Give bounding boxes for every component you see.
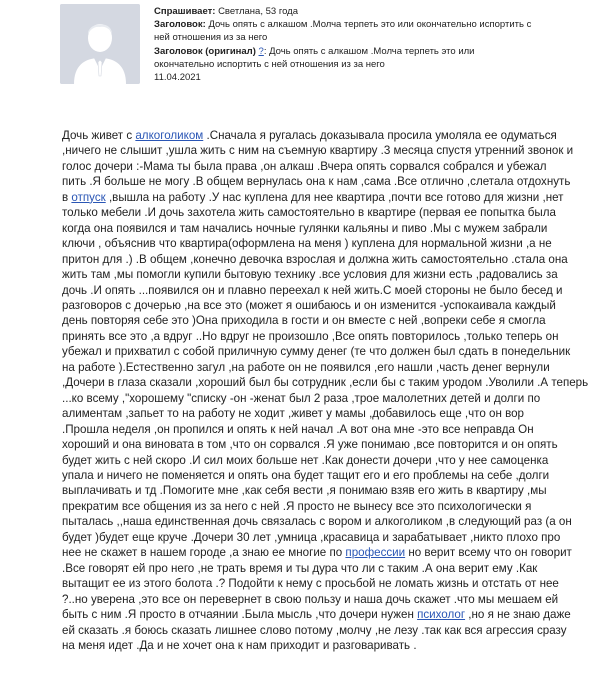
body-text: .Прошла неделя ,он пропился и опять к ней начал .А вот она мне -это все неправда Он [62,422,534,436]
keyword-link[interactable]: психолог [417,608,466,622]
body-text: только мебели .И дочь захотела жить самостоятельно в квартире (первая ее попытка была [62,206,556,220]
body-text: алиментам ,запьет то на работу не ходит ,живет у мамы ,добавилось еще ,что он вор [62,407,524,421]
body-line [62,468,582,483]
body-line [62,483,582,498]
body-line [62,437,582,452]
body-text: ?..но уверена ,это все он перевернет в свою пользу и наша дочь скажет .что мы мешаем ей [62,592,559,606]
body-line [62,530,582,545]
asked-label: Спрашивает: [154,6,216,17]
orig-title-label: Заголовок (оригинал) [154,45,256,57]
asked-by-row [154,5,574,18]
body-text: .Сначала я ругалась доказывала просила умоляла ее одуматься [203,129,557,142]
body-line [62,391,582,406]
body-text: ключи , объяснив что квартира(оформлена на меня ) куплена для нормальной жизни ,а не [62,237,552,251]
question-body [62,128,589,653]
body-text: разговоров с дочерью ,на все это (может я ошибаюсь и он изменится -успокаивала каждый [62,298,556,312]
orig-title-text-1: Дочь опять с алкашом .Молча терпеть это или [269,45,475,57]
body-line [62,128,582,143]
body-line [62,283,582,298]
body-text: но верит всему что он говорит [405,546,572,560]
body-line [62,592,582,607]
body-line [62,143,582,158]
body-line [62,623,582,638]
body-line [62,221,582,236]
title-text-2: ней отношения из за него [154,32,268,44]
body-text: упала и ничего не поменяется и опять она будет тащит его и его проблемы на себе ,долги [62,468,550,482]
body-line [62,607,582,622]
body-text: на меня идет .Да и не хочет она к нам приходит и разговаривать . [62,638,417,652]
body-text: на работе ).Естественно загул ,на работе он не появился ,его нашли ,часть денег вернули [62,360,550,374]
question-meta [154,5,574,84]
body-line [62,375,589,390]
body-line [62,236,582,251]
body-text: когда она появился и там начались ночные гулянки кальяны и пиво .Мы с мужем забрали [62,221,548,235]
keyword-link[interactable]: профессии [345,546,406,560]
body-line [62,561,582,576]
body-text: день повторяя себе это )Она приходила в гости и он вместе с ней ,вопреки себе я смогла [62,314,546,328]
body-text: ей сказать .я боюсь сказать лишнее слово потому ,молчу ,не лезу .так как вся агрессия сразу [62,623,567,637]
body-text: ,ничего не слышит ,ушла жить с ним на съемную квартиру .3 месяца спустя утренний звонок и [62,144,574,158]
body-text: убежал и прихватил с собой приличную сумму денег (те что должен был сдать в понедельник [62,345,571,359]
body-text: прекратим все общения из за него с ней .Я просто не вынесу все это психологически я [62,499,532,513]
body-text: ,Дочери в глаза сказали ,хороший был бы сотрудник ,если бы с таким уродом .Уволили .А теперь [62,376,589,390]
body-line [62,576,582,591]
keyword-link[interactable]: алкоголиком [135,129,204,142]
body-line [62,190,582,205]
user-avatar [60,4,140,84]
body-text: жить там ,мы помогли купили бытовую технику .все условия для жизни есть ,радовались за [62,268,558,282]
title-text-1: Дочь опять с алкашом .Молча терпеть это или окончательно испортить с [208,19,532,31]
body-line [62,252,582,267]
body-text: быть с ним .Я просто в отчаянии .Была мысль ,что дочери нужен [62,608,418,622]
body-line [62,298,582,313]
body-line [62,159,582,174]
body-text: принять все это ,а вдруг ..Но вдруг не произошло ,Все опять повторилось ,только теперь он [62,329,559,343]
body-text: пить .Я больше не могу .В общем вернулась она к нам ,сама .Все отлично ,слетала отдохнуть [62,175,571,189]
body-text: выплачивать и тд .Помогите мне ,как себя вести ,я понимаю взяв его жить в квартиру ,мы [62,484,547,498]
body-line [62,267,582,282]
title-label: Заголовок: [154,19,206,31]
body-text: ...ко всему ,"хорошему "списку -он -женат был 2 раза ,трое малолетних детей и долги по [62,391,541,405]
body-line [62,499,582,514]
body-text: в [62,190,72,204]
question-date: 11.04.2021 [154,72,201,84]
body-text: будет )будет еще круче .Дочери 30 лет ,умница ,красавица и зарабатывает ,никто плохо про [62,530,561,544]
body-text: вытащит ее из этого болота .? Подойти к нему с просьбой не ломать жизнь и отстать от нее [62,577,559,591]
body-line [62,422,582,437]
body-text: ,но я не знаю даже [465,608,571,622]
body-text: .Все говорят ей про него ,не трать время и ты дура что ли с таким .А она верит ему .Как [62,561,538,575]
body-text: хороший и она виновата в том ,что он сорвался .Я уже понимаю ,все повторится и он опять [62,438,558,452]
body-line [62,329,582,344]
body-text: нее не скажет в нашем городе ,а знаю ее многие по [62,546,346,560]
keyword-link[interactable]: отпуск [71,190,106,204]
question-header [0,0,589,110]
body-text: притон для .) .В общем ,конечно девочка взрослая и должна жить самостоятельно .стала она [62,252,568,266]
body-text: ,вышла на работу .У нас куплена для нее квартира ,почти все готово для жизни ,нет [105,190,564,204]
body-line [62,313,582,328]
body-line [62,406,582,421]
body-line [62,545,582,560]
body-line [62,514,582,529]
body-line [62,360,582,375]
orig-title-help-link[interactable]: ? [258,45,264,57]
body-text: Дочь живет с [62,129,136,142]
body-text: будет жить с ней скоро .И сил моих больше нет .Как донести дочери ,что у нее самоценка [62,453,549,467]
orig-title-text-2: окончательно испортить с ней отношения из за него [154,58,385,70]
body-line [62,174,582,189]
body-line [62,638,582,653]
orig-title-row: Заголовок (оригинал) ?: Дочь опять с алкашом .Молча терпеть это или [154,45,475,57]
user-avatar-icon [60,4,140,84]
body-line [62,344,582,359]
body-text: голос дочери :-Мама ты была права ,он алкаш .Вчера опять сорвался собрался и убежал [62,159,547,173]
body-text: дочь .И опять ...появился он и плавно переехал к ней жить.С моей стороны не было бесед и [62,283,563,297]
asked-value: Светлана, 53 года [218,6,298,17]
body-text: пыталась ,,наша единственная дочь связалась с вором и алкоголиком ,в следующий раз (а он [62,515,572,529]
body-line [62,453,582,468]
body-line [62,205,582,220]
title-row [154,18,574,31]
